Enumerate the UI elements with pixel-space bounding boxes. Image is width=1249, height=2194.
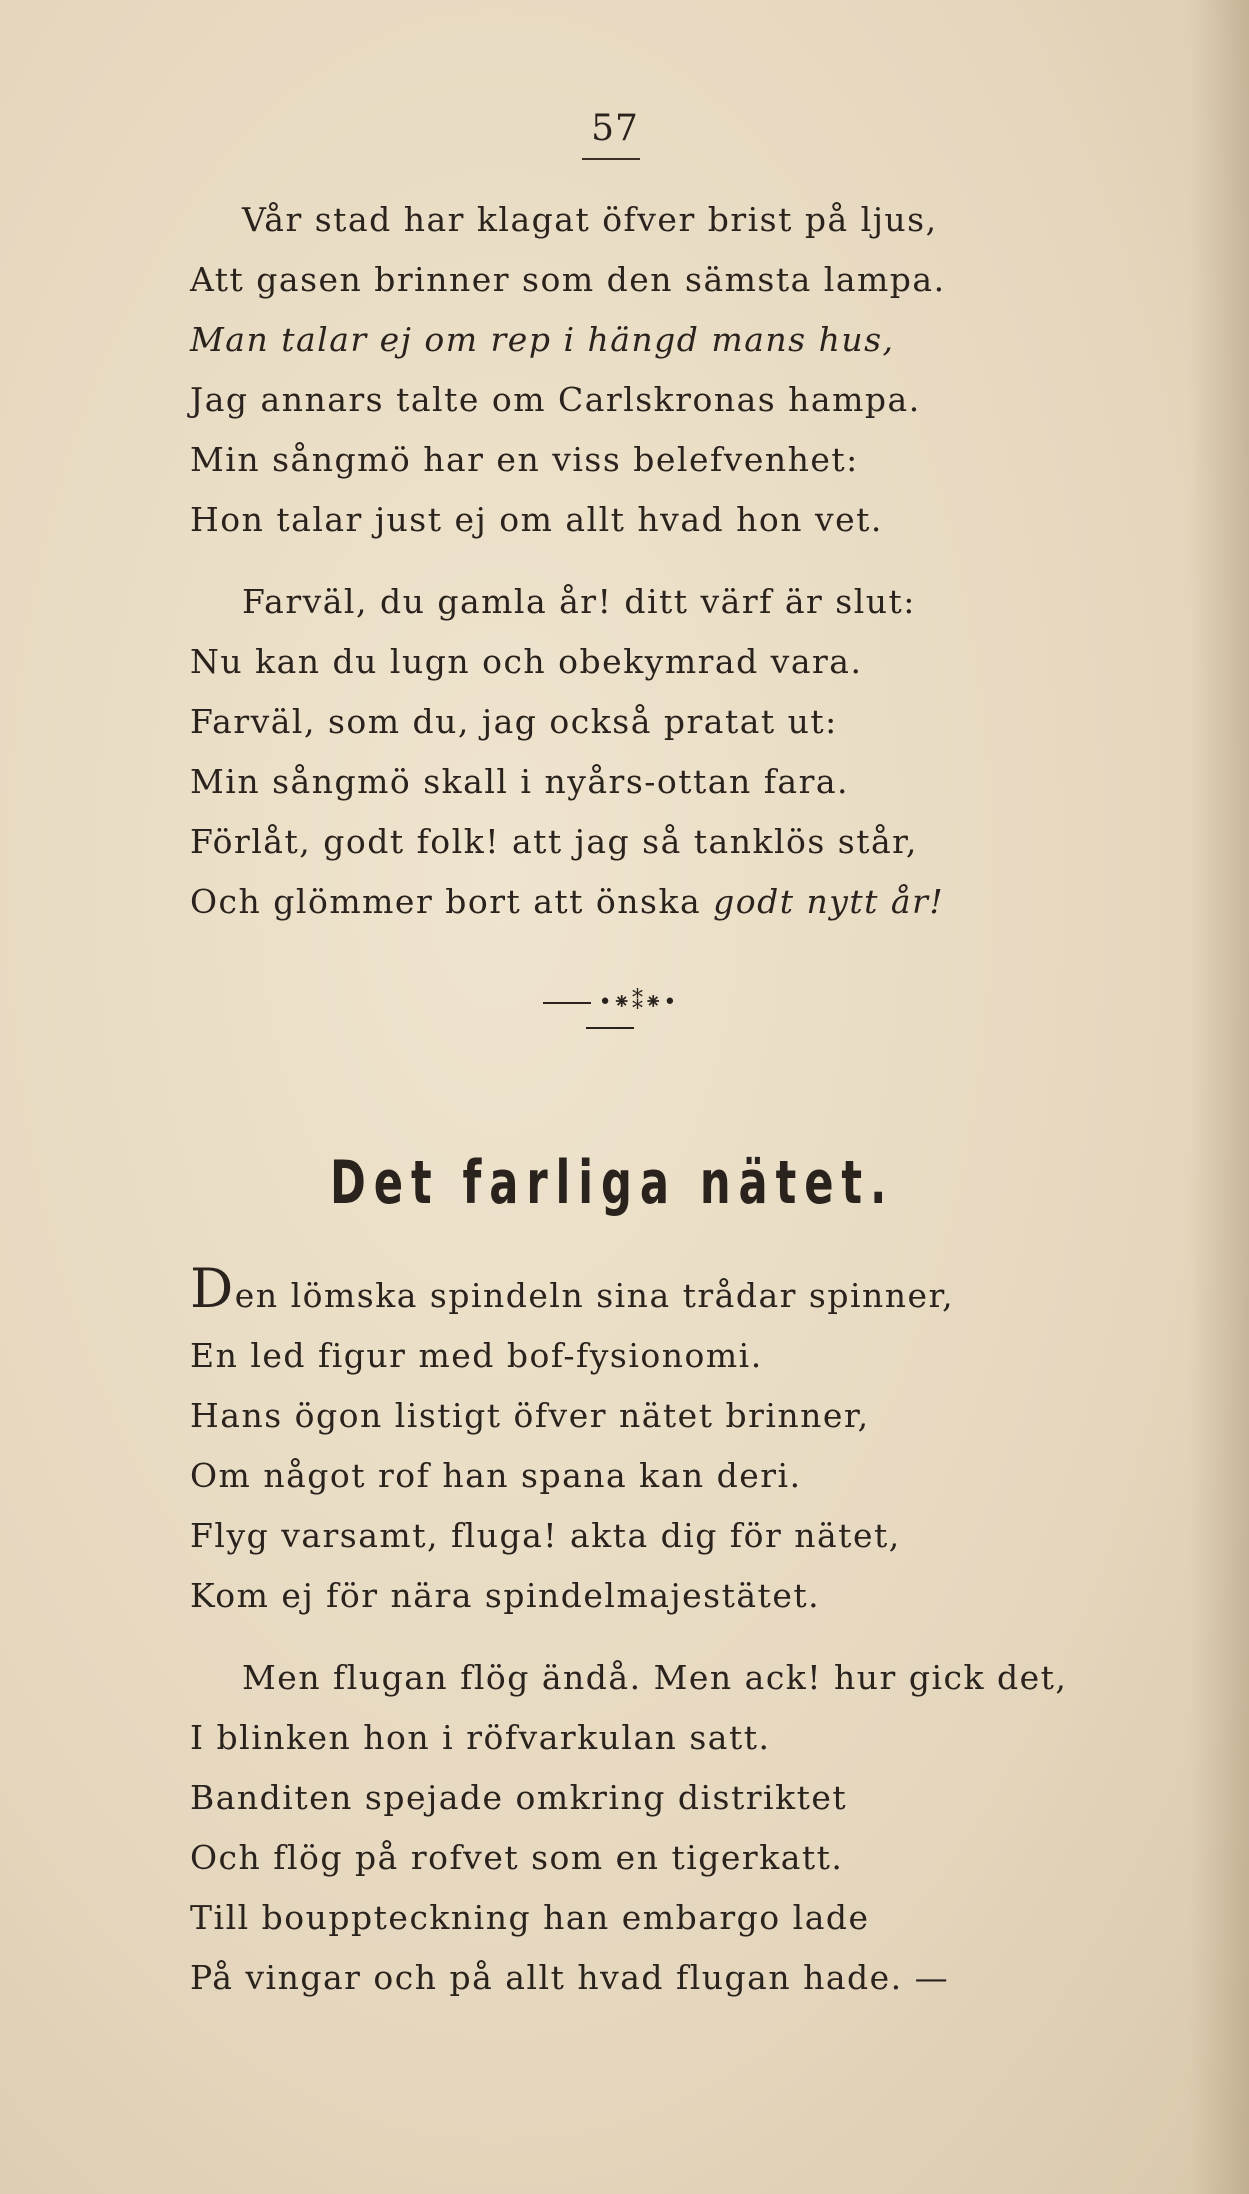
verse-line: I blinken hon i röfvarkulan satt. bbox=[190, 1718, 771, 1757]
verse-line-last bbox=[190, 872, 944, 932]
verse-line: Men flugan flög ändå. Men ack! hur gick det, bbox=[242, 1658, 1068, 1697]
verse-line: Farväl, du gamla år! ditt värf är slut: bbox=[242, 582, 916, 621]
poem2-stanza-2 bbox=[190, 1648, 1067, 2008]
verse-line: Farväl, som du, jag också pratat ut: bbox=[190, 702, 838, 741]
verse-line: Jag annars talte om Carlskronas hampa. bbox=[190, 380, 921, 419]
drop-cap: D bbox=[190, 1257, 235, 1320]
verse-line: Min sångmö har en viss belefvenhet: bbox=[190, 440, 859, 479]
poem2-stanza-1 bbox=[190, 1257, 955, 1626]
page-gutter-shadow bbox=[1189, 0, 1249, 2194]
verse-line: Och flög på rofvet som en tigerkatt. bbox=[190, 1838, 844, 1877]
verse-line: Min sångmö skall i nyårs-ottan fara. bbox=[190, 762, 850, 801]
verse-line-text: Och glömmer bort att önska bbox=[190, 882, 702, 921]
verse-line: Nu kan du lugn och obekymrad vara. bbox=[190, 642, 863, 681]
ornament-rule-left bbox=[543, 1002, 591, 1004]
verse-line: En led figur med bof-fysionomi. bbox=[190, 1336, 763, 1375]
verse-line: Vår stad har klagat öfver brist på ljus, bbox=[242, 200, 938, 239]
poem1-stanza-1 bbox=[190, 190, 946, 550]
verse-line: På vingar och på allt hvad flugan hade. — bbox=[190, 1958, 950, 1997]
page-number: 57 bbox=[591, 108, 639, 149]
verse-line: Kom ej för nära spindelmajestätet. bbox=[190, 1576, 821, 1615]
verse-line: Banditen spejade omkring distriktet bbox=[190, 1778, 848, 1817]
verse-line-text: en lömska spindeln sina trådar spinner, bbox=[234, 1276, 955, 1315]
poem-title: Det farliga nätet. bbox=[330, 1148, 895, 1218]
verse-line-first bbox=[190, 1257, 955, 1326]
poem1-stanza-2 bbox=[190, 572, 944, 932]
page-number-rule bbox=[582, 158, 640, 160]
verse-line: Om något rof han spana kan deri. bbox=[190, 1456, 802, 1495]
section-ornament bbox=[520, 990, 700, 1020]
verse-line: Förlåt, godt folk! att jag så tanklös står, bbox=[190, 822, 918, 861]
verse-line: Man talar ej om rep i hängd mans hus, bbox=[190, 320, 895, 359]
verse-line: Flyg varsamt, fluga! akta dig för nätet, bbox=[190, 1516, 901, 1555]
ornament-glyph: •⁕⁑⁕• bbox=[598, 990, 678, 1015]
italic-phrase: godt nytt år! bbox=[713, 882, 945, 921]
verse-line: Hans ögon listigt öfver nätet brinner, bbox=[190, 1396, 870, 1435]
ornament-rule-right bbox=[586, 1027, 634, 1029]
verse-line: Till bouppteckning han embargo lade bbox=[190, 1898, 870, 1937]
verse-line: Att gasen brinner som den sämsta lampa. bbox=[190, 260, 946, 299]
verse-line: Hon talar just ej om allt hvad hon vet. bbox=[190, 500, 883, 539]
